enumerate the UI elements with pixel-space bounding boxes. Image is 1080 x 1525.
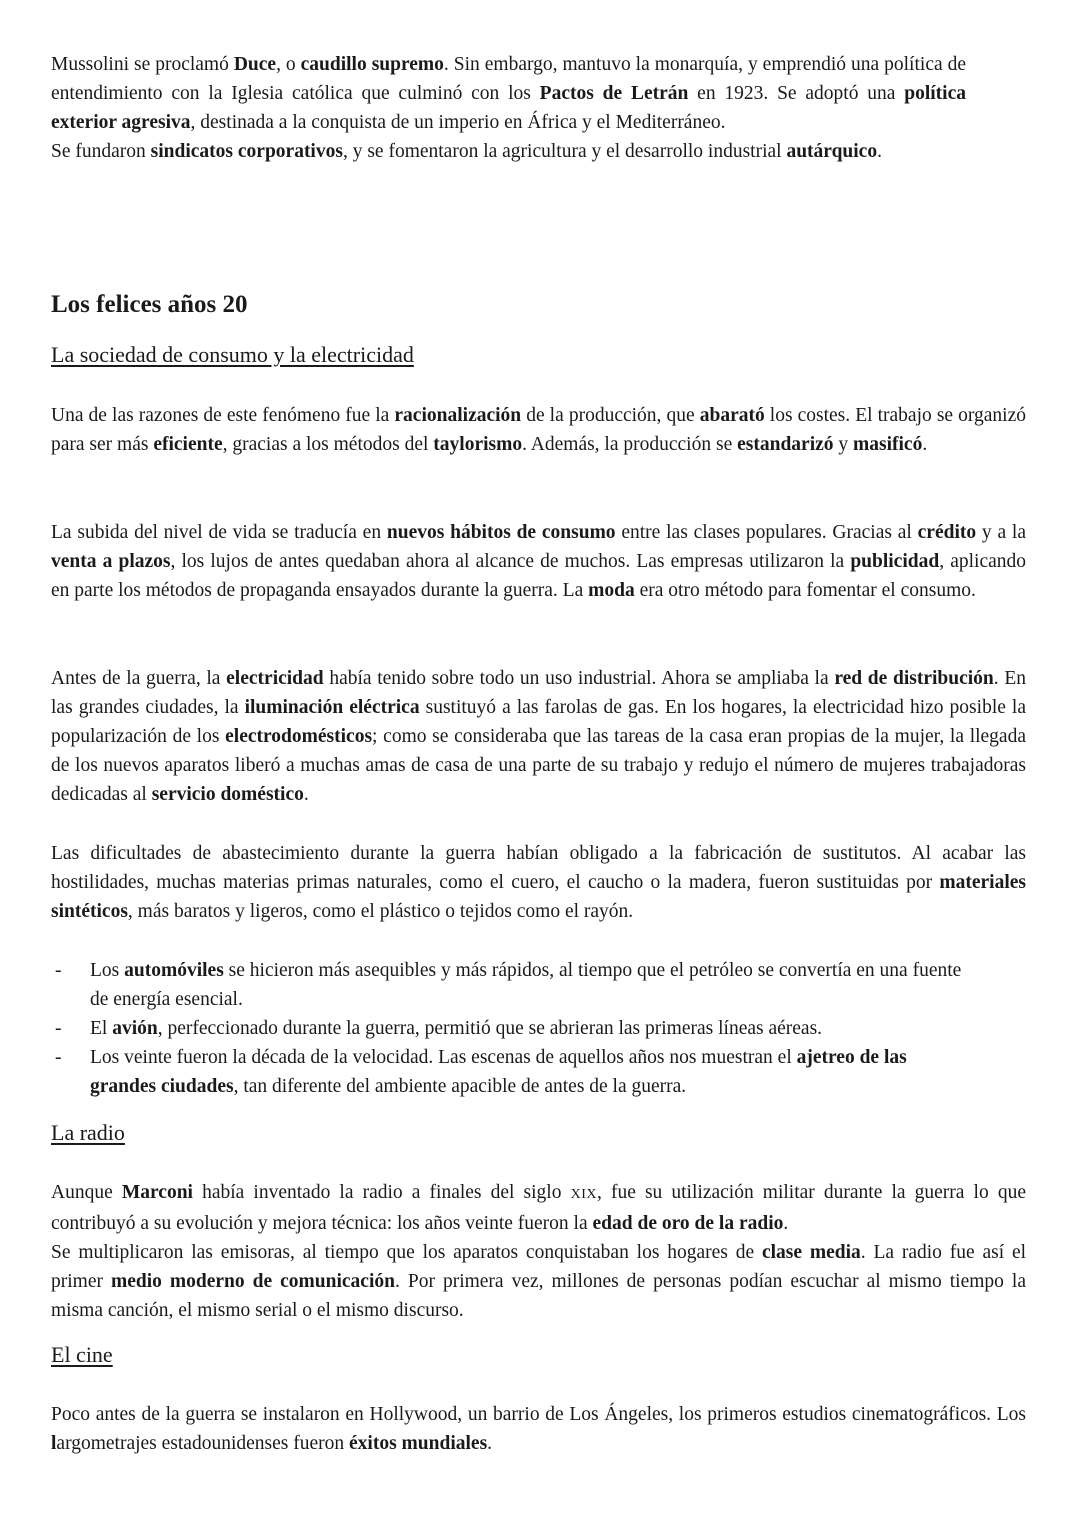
section-title: Los felices años 20 (51, 291, 248, 318)
paragraph-emisoras: Se multiplicaron las emisoras, al tiempo que los aparatos conquistaban los hogares de clase media. La radio fue así el primer medio moderno de comunicación. Por primera vez, millones de personas podían escuchar al mismo tiempo la misma canción, el mismo serial o el mismo discurso. (51, 1242, 1027, 1321)
list-item: - Los veinte fueron la década de la velocidad. Las escenas de aquellos años nos muestran el ajetreo de las grandes ciudades, tan diferente del ambiente apacible de antes de la guerra. (55, 1047, 907, 1097)
paragraph-electricidad: Antes de la guerra, la electricidad había tenido sobre todo un uso industrial. Ahora se ampliaba la red de distribución. En las grandes ciudades, la iluminación eléctrica sustituyó a las farolas de gas. En los hogares, la electricidad hizo posible la popularización de los electrodomésticos; como se consideraba que las tareas de la casa eran propias de la mujer, la llegada de los nuevos aparatos liberó a muchas amas de casa de una parte de su trabajo y redujo el número de mujeres trabajadoras dedicadas al servicio doméstico. (51, 668, 1026, 805)
paragraph-marconi: Aunque Marconi había inventado la radio a finales del siglo XIX, fue su utilización militar durante la guerra lo que contribuyó a su evolución y mejora técnica: los años veinte fueron la edad de oro de la radio. (51, 1182, 1026, 1234)
radio-text (51, 1178, 1026, 1325)
list-item: - Los automóviles se hicieron más asequibles y más rápidos, al tiempo que el petróleo se convertía en una fuente de energía esencial. (55, 960, 962, 1010)
list-item: - El avión, perfeccionado durante la guerra, permitió que se abrieran las primeras líneas aéreas. (55, 1018, 823, 1039)
paragraph-racionalizacion: Una de las razones de este fenómeno fue la racionalización de la producción, que abarató los costes. El trabajo se organizó para ser más eficiente, gracias a los métodos del taylorismo. Además, la producción se estandarizó y masificó. (51, 405, 1027, 455)
paragraph-mussolini: Mussolini se proclamó Duce, o caudillo supremo. Sin embargo, mantuvo la monarquía, y emprendió una política de entendimiento con la Iglesia católica que culminó con los Pactos de Letrán en 1923. Se adoptó una política exterior agresiva, destinada a la conquista de un imperio en África y el Mediterráneo. (51, 54, 966, 133)
bullet-list (51, 956, 981, 1101)
paragraph-sindicatos: Se fundaron sindicatos corporativos, y se fomentaron la agricultura y el desarrollo industrial autárquico. (51, 141, 882, 162)
subheading-cine: El cine (51, 1342, 113, 1367)
intro-text (51, 50, 966, 166)
subheading-consumo: La sociedad de consumo y la electricidad (51, 342, 414, 367)
paragraph-sinteticos: Las dificultades de abastecimiento durante la guerra habían obligado a la fabricación de sustitutos. Al acabar las hostilidades, muchas materias primas naturales, como el cuero, el caucho o la madera, fueron sustituidas por materiales sintéticos, más baratos y ligeros, como el plástico o tejidos como el rayón. (51, 843, 1026, 922)
paragraph-hollywood: Poco antes de la guerra se instalaron en Hollywood, un barrio de Los Ángeles, los primeros estudios cinematográficos. Los largometrajes estadounidenses fueron éxitos mundiales. (51, 1404, 1026, 1454)
subheading-radio: La radio (51, 1120, 125, 1145)
paragraph-consumo: La subida del nivel de vida se traducía en nuevos hábitos de consumo entre las clases populares. Gracias al crédito y a la venta a plazos, los lujos de antes quedaban ahora al alcance de muchos. Las empresas utilizaron la publicidad, aplicando en parte los métodos de propaganda ensayados durante la guerra. La moda era otro método para fomentar el consumo. (51, 522, 1026, 601)
